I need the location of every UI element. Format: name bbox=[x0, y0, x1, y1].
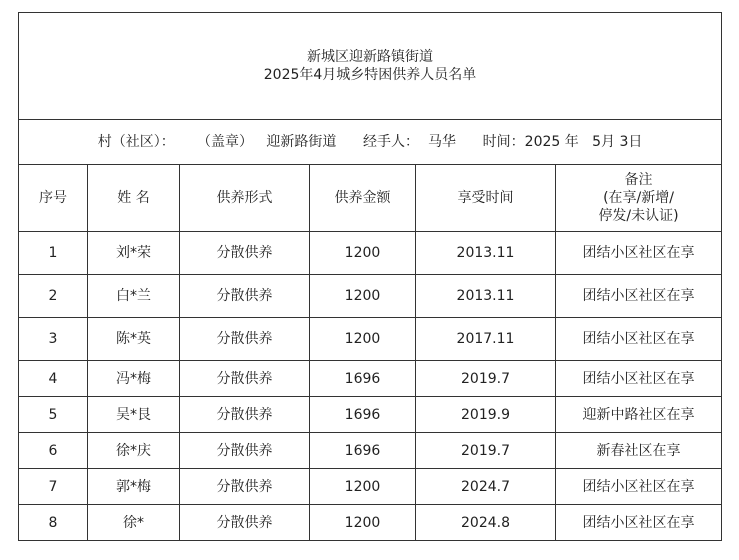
cell-form: 分散供养 bbox=[180, 232, 310, 275]
table-row bbox=[19, 469, 722, 505]
cell-amount: 1200 bbox=[310, 318, 416, 361]
cell-remark: 新春社区在享 bbox=[556, 433, 722, 469]
cell-since: 2019.7 bbox=[416, 433, 556, 469]
street-name: 迎新路街道 bbox=[266, 134, 337, 150]
cell-since: 2019.7 bbox=[416, 361, 556, 397]
cell-since: 2024.8 bbox=[416, 505, 556, 541]
header-remark-line-2: (在享/新增/ bbox=[603, 190, 674, 206]
cell-seq: 5 bbox=[19, 397, 88, 433]
cell-form: 分散供养 bbox=[180, 275, 310, 318]
meta-info bbox=[19, 120, 722, 165]
table-row bbox=[19, 505, 722, 541]
cell-name: 陈*英 bbox=[88, 318, 180, 361]
cell-form: 分散供养 bbox=[180, 318, 310, 361]
cell-name: 冯*梅 bbox=[88, 361, 180, 397]
cell-since: 2017.11 bbox=[416, 318, 556, 361]
table-row bbox=[19, 433, 722, 469]
cell-since: 2019.9 bbox=[416, 397, 556, 433]
cell-seq: 1 bbox=[19, 232, 88, 275]
cell-seq: 2 bbox=[19, 275, 88, 318]
cell-remark: 团结小区社区在享 bbox=[556, 318, 722, 361]
cell-amount: 1696 bbox=[310, 361, 416, 397]
document-title bbox=[19, 13, 722, 120]
cell-since: 2024.7 bbox=[416, 469, 556, 505]
table-row bbox=[19, 361, 722, 397]
cell-name: 徐*庆 bbox=[88, 433, 180, 469]
meta-row bbox=[19, 120, 722, 165]
handler-name: 马华 bbox=[427, 134, 456, 150]
cell-amount: 1200 bbox=[310, 469, 416, 505]
cell-form: 分散供养 bbox=[180, 433, 310, 469]
cell-remark: 团结小区社区在享 bbox=[556, 361, 722, 397]
cell-remark: 迎新中路社区在享 bbox=[556, 397, 722, 433]
time-label: 时间： bbox=[482, 134, 525, 150]
header-form: 供养形式 bbox=[180, 165, 310, 232]
meta-line bbox=[98, 133, 643, 151]
stamp-label: （盖章） bbox=[196, 134, 253, 150]
table-row bbox=[19, 275, 722, 318]
cell-seq: 6 bbox=[19, 433, 88, 469]
date-value: 2025 年 5月 3日 bbox=[524, 134, 643, 150]
table-row bbox=[19, 397, 722, 433]
cell-seq: 4 bbox=[19, 361, 88, 397]
cell-amount: 1696 bbox=[310, 397, 416, 433]
cell-name: 吴*艮 bbox=[88, 397, 180, 433]
village-label: 村（社区）： bbox=[97, 134, 175, 150]
cell-name: 郭*梅 bbox=[88, 469, 180, 505]
handler-label: 经手人： bbox=[363, 134, 420, 150]
table-header-row bbox=[19, 165, 722, 232]
title-row bbox=[19, 13, 722, 120]
header-remark-line-3: 停发/未认证) bbox=[598, 208, 679, 224]
cell-form: 分散供养 bbox=[180, 361, 310, 397]
cell-form: 分散供养 bbox=[180, 397, 310, 433]
header-remark-line-1: 备注 bbox=[624, 172, 653, 188]
cell-name: 刘*荣 bbox=[88, 232, 180, 275]
cell-seq: 8 bbox=[19, 505, 88, 541]
cell-amount: 1696 bbox=[310, 433, 416, 469]
title-line-1: 新城区迎新路镇街道 bbox=[307, 49, 434, 65]
cell-remark: 团结小区社区在享 bbox=[556, 505, 722, 541]
cell-seq: 7 bbox=[19, 469, 88, 505]
header-remark bbox=[556, 165, 722, 232]
roster-table bbox=[18, 12, 722, 541]
table-row bbox=[19, 318, 722, 361]
cell-since: 2013.11 bbox=[416, 275, 556, 318]
cell-remark: 团结小区社区在享 bbox=[556, 232, 722, 275]
header-since: 享受时间 bbox=[416, 165, 556, 232]
header-seq: 序号 bbox=[19, 165, 88, 232]
cell-remark: 团结小区社区在享 bbox=[556, 275, 722, 318]
header-amount: 供养金额 bbox=[310, 165, 416, 232]
title-line-2: 2025年4月城乡特困供养人员名单 bbox=[263, 67, 477, 83]
header-name: 姓 名 bbox=[88, 165, 180, 232]
table-row bbox=[19, 232, 722, 275]
cell-name: 徐* bbox=[88, 505, 180, 541]
cell-since: 2013.11 bbox=[416, 232, 556, 275]
cell-amount: 1200 bbox=[310, 505, 416, 541]
cell-name: 白*兰 bbox=[88, 275, 180, 318]
cell-remark: 团结小区社区在享 bbox=[556, 469, 722, 505]
cell-form: 分散供养 bbox=[180, 505, 310, 541]
cell-amount: 1200 bbox=[310, 275, 416, 318]
cell-amount: 1200 bbox=[310, 232, 416, 275]
cell-form: 分散供养 bbox=[180, 469, 310, 505]
cell-seq: 3 bbox=[19, 318, 88, 361]
